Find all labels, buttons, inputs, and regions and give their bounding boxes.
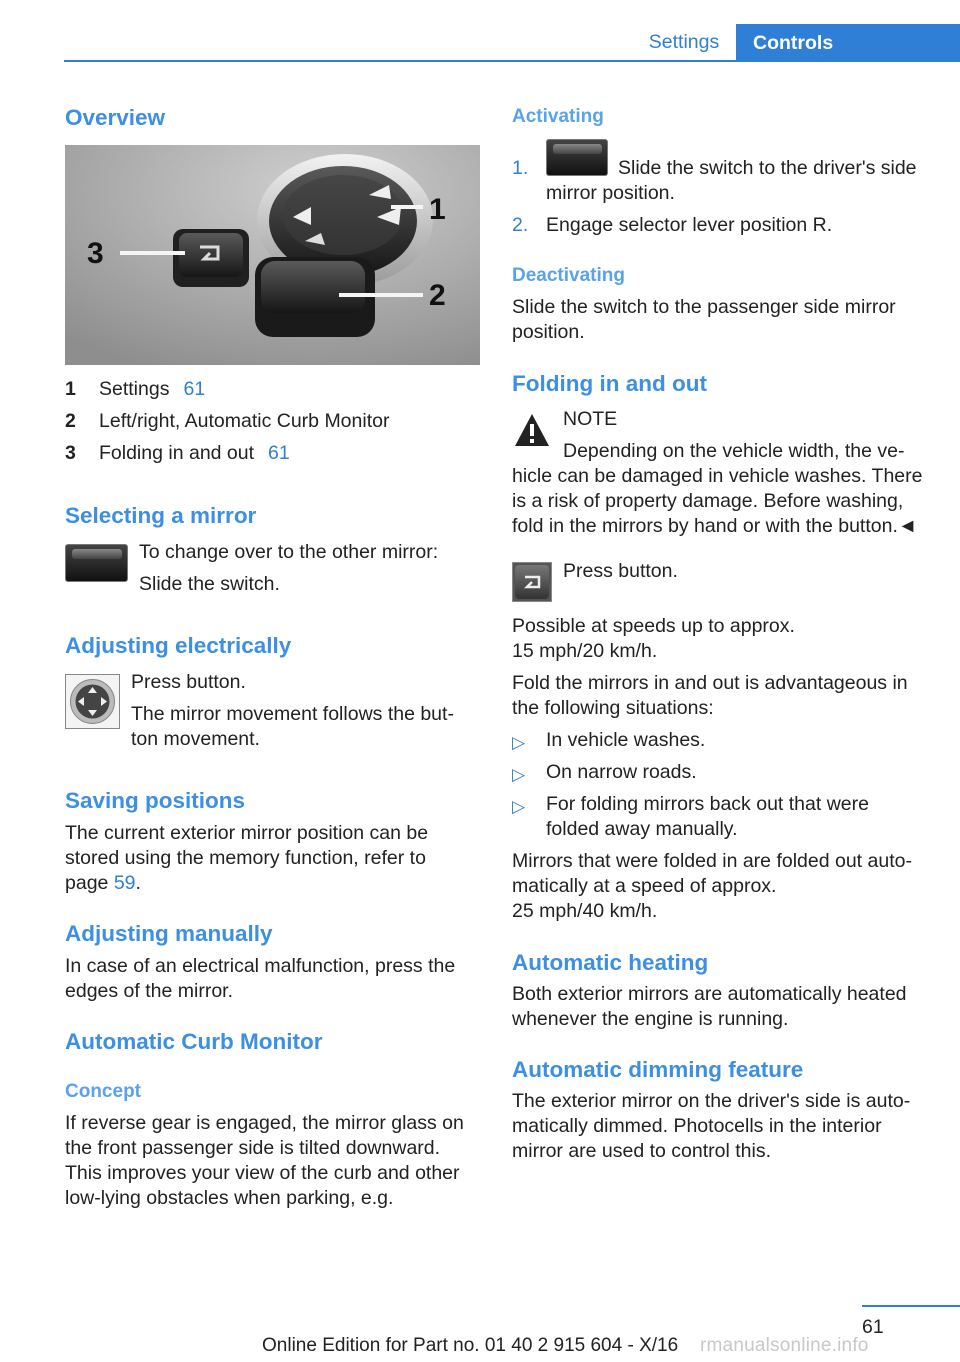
footer-rule [862,1305,960,1307]
legend-item [65,441,485,467]
heating-line-1: Both exterior mirrors are automatically heated [512,983,907,1005]
manual-line-2: edges of the mirror. [65,980,233,1002]
bullet-item: For folding mirrors back out that were [546,793,869,815]
adjusting-line-3: ton movement. [131,728,260,750]
legend-item [65,377,485,403]
deactivating-subtitle: Deactivating [512,265,625,286]
curb-line-4: low-lying obstacles when parking, e.g. [65,1187,394,1209]
concept-subtitle: Concept [65,1081,141,1102]
mirror-switch-figure [65,145,480,365]
activating-subtitle: Activating [512,106,604,127]
saving-line-1: The current exterior mirror position can be [65,822,429,844]
advantage-line-2: the following situations: [512,697,714,719]
page-link[interactable]: 61 [268,442,290,464]
curb-line-2: the front passenger side is tilted downward. [65,1137,441,1159]
fold-mirror-button-icon [512,562,552,602]
folding-title: Folding in and out [512,371,707,396]
legend-label: Left/right, Automatic Curb Monitor [99,410,390,432]
legend-num: 1 [65,378,76,400]
bullet-icon: ▷ [512,733,526,752]
watermark-text: rmanualsonline.info [700,1335,869,1356]
figure-callout-2: 2 [429,279,446,312]
legend-num: 2 [65,410,76,432]
selecting-line-2: Slide the switch. [139,573,280,595]
adjusting-electrically-title: Adjusting electrically [65,633,292,658]
step-1-text-a: Slide the switch to the driver's side [618,157,917,179]
adjusting-line-2: The mirror movement follows the but‐ [131,703,454,725]
step-number: 2. [512,214,529,236]
legend-label: Settings [99,378,170,400]
dimming-line-1: The exterior mirror on the driver's side is auto‐ [512,1090,911,1112]
adjusting-manually-title: Adjusting manually [65,921,273,946]
bullet-item-cont: folded away manually. [546,818,738,840]
legend-num: 3 [65,442,76,464]
warning-icon [512,410,552,450]
curb-line-1: If reverse gear is engaged, the mirror glass on [65,1112,464,1134]
mirror-switch-illustration [65,145,480,365]
legend-item [65,409,485,435]
edition-text: Online Edition for Part no. 01 40 2 915 604 - X/16 [262,1335,679,1356]
note-label: NOTE [563,408,618,430]
page-link[interactable]: 59 [113,872,136,894]
saving-line-2: stored using the memory function, refer to [65,847,426,869]
speed-line-2: 15 mph/20 km/h. [512,640,658,662]
bullet-item: On narrow roads. [546,761,697,783]
step-number: 1. [512,157,529,179]
press-button-text: Press button. [563,560,678,582]
overview-title: Overview [65,105,166,130]
deactivating-line-1: Slide the switch to the passenger side mirror [512,296,896,318]
speed-line-1: Possible at speeds up to approx. [512,615,795,637]
selecting-mirror-title: Selecting a mirror [65,503,257,528]
manual-line-1: In case of an electrical malfunction, press the [65,955,456,977]
mirror-adjust-button-icon [65,674,120,729]
mirror-selector-switch-icon [65,544,128,582]
auto-fold-line-2: matically at a speed of approx. [512,875,777,897]
dimming-line-2: matically dimmed. Photocells in the interior [512,1115,882,1137]
bullet-icon: ▷ [512,797,526,816]
note-line-2: hicle can be damaged in vehicle washes. There [512,465,923,487]
header-chapter-tab: Controls [736,24,960,62]
auto-fold-line-3: 25 mph/40 km/h. [512,900,658,922]
auto-fold-line-1: Mirrors that were folded in are folded out auto‐ [512,850,912,872]
auto-heating-title: Automatic heating [512,950,709,975]
saving-positions-title: Saving positions [65,788,246,813]
page-link[interactable]: 61 [183,378,206,400]
page-number: 61 [862,1316,884,1338]
advantage-line-1: Fold the mirrors in and out is advantageous in [512,672,908,694]
curb-line-3: This improves your view of the curb and other [65,1162,460,1184]
curb-monitor-title: Automatic Curb Monitor [65,1029,323,1054]
heating-line-2: whenever the engine is running. [512,1008,789,1030]
legend-label: Folding in and out [99,442,255,464]
bullet-item: In vehicle washes. [546,729,706,751]
figure-callout-3: 3 [87,237,104,270]
adjusting-line-1: Press button. [131,671,246,693]
bullet-icon: ▷ [512,765,526,784]
auto-dimming-title: Automatic dimming feature [512,1057,804,1082]
figure-callout-1: 1 [429,193,446,226]
step-2-text: Engage selector lever position R. [546,214,833,236]
note-line-1: Depending on the vehicle width, the ve‐ [563,440,905,462]
selecting-line-1: To change over to the other mirror: [139,541,439,563]
step-1-text-b: mirror position. [546,182,675,204]
deactivating-line-2: position. [512,321,585,343]
dimming-line-3: mirror are used to control this. [512,1140,772,1162]
mirror-selector-switch-icon [546,139,608,176]
header-section-label: Settings [648,31,720,53]
note-line-3: is a risk of property damage. Before washing, [512,490,904,512]
header-rule [64,60,960,62]
note-line-4: fold in the mirrors by hand or with the button.◄ [512,515,918,537]
saving-line-3: page 59. [65,872,141,894]
